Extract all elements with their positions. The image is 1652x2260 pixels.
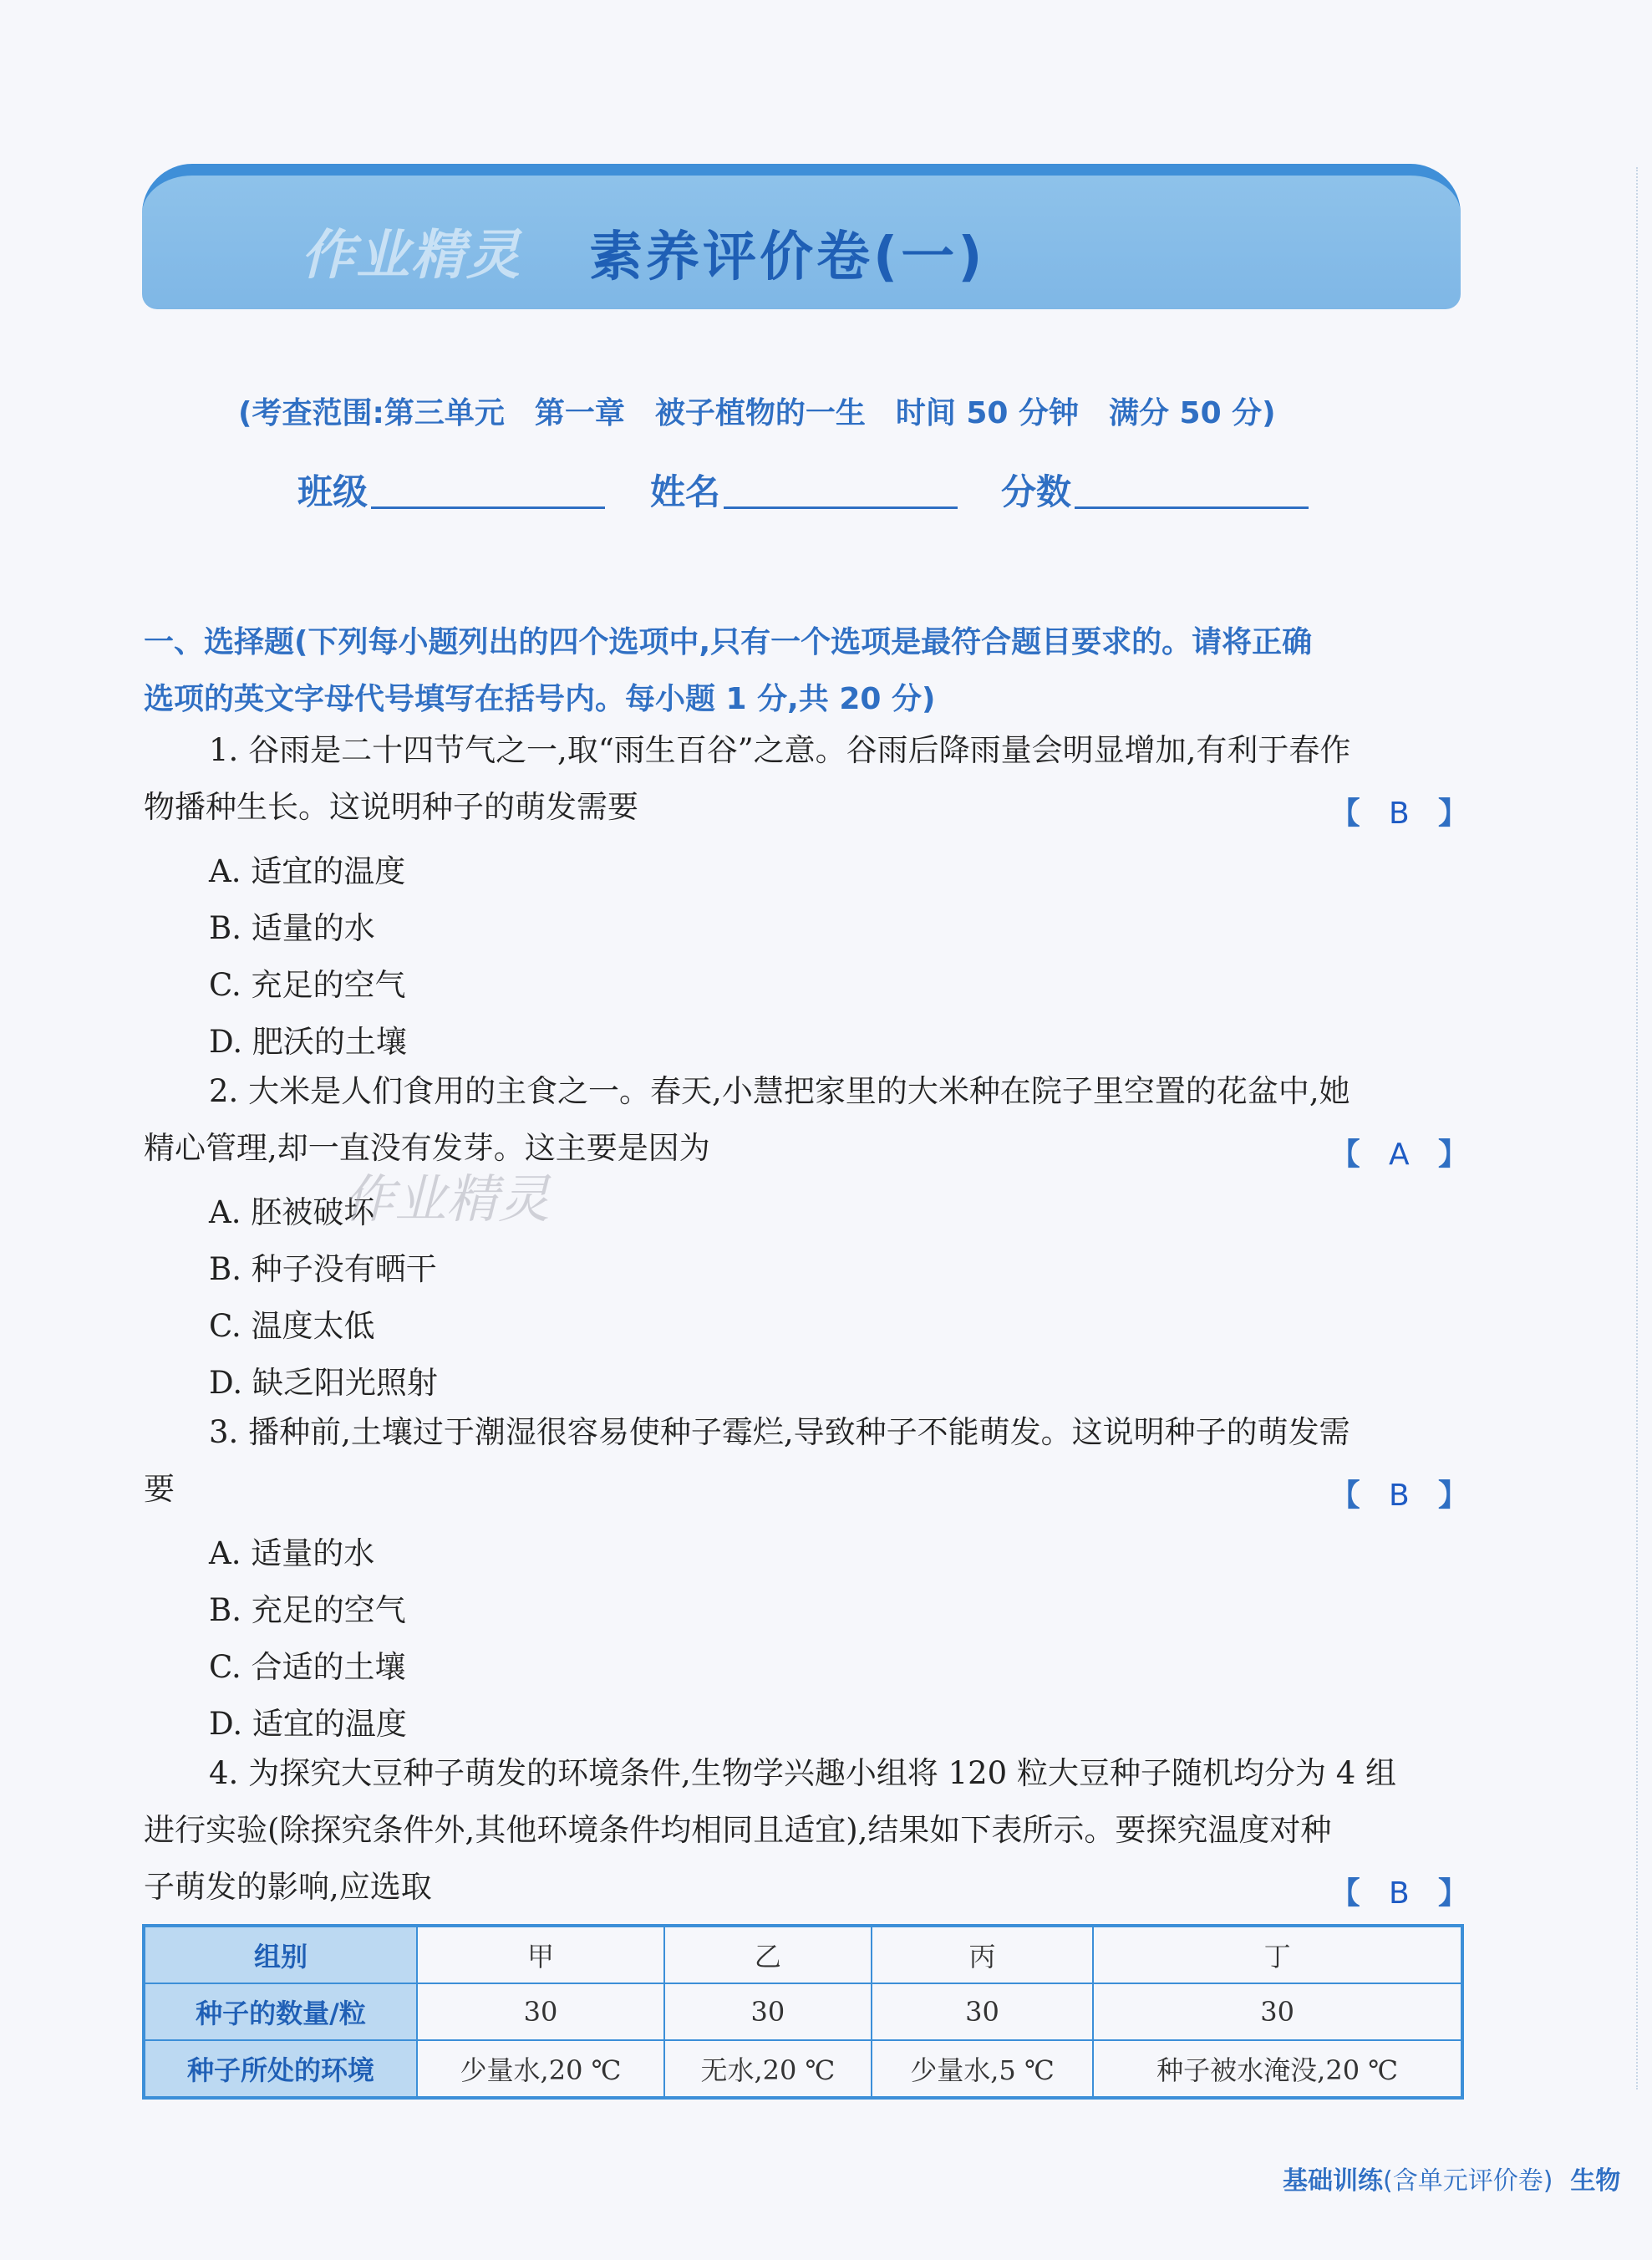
answer-3: B: [1388, 1479, 1410, 1513]
option-3c: C. 合适的土壤: [209, 1649, 406, 1685]
page-watermark: 作业精灵: [343, 1168, 551, 1229]
answer-bracket-3: 【 B 】: [1329, 1479, 1468, 1513]
score-field[interactable]: [1001, 465, 1309, 515]
table-cell: 无水,20 ℃: [664, 2040, 872, 2098]
footer-book-title: 基础训练: [1283, 2166, 1383, 2196]
option-2b: B. 种子没有晒干: [209, 1251, 437, 1287]
answer-bracket-2: 【 A 】: [1329, 1138, 1468, 1172]
answer-4: B: [1388, 1876, 1410, 1911]
table-cell: 少量水,5 ℃: [872, 2040, 1093, 2098]
experiment-table: [142, 1924, 1464, 2100]
page-title: 素养评价卷(一): [589, 227, 986, 288]
question-1: 1. 谷雨是二十四节气之一,取“雨生百谷”之意。谷雨后降雨量会明显增加,有利于春作 物播种生长。这说明种子的萌发需要: [144, 732, 1351, 825]
page-footer: [1283, 2160, 1620, 2196]
name-label: 姓名: [650, 471, 721, 512]
table-cell: 30: [664, 1983, 872, 2040]
table-row: [144, 1926, 1462, 1983]
table-cell: 30: [1093, 1983, 1462, 2040]
class-blank[interactable]: [371, 473, 605, 509]
footer-subtitle: (含单元评价卷): [1383, 2166, 1553, 2196]
option-2c: C. 温度太低: [209, 1308, 375, 1344]
table-cell: 30: [872, 1983, 1093, 2040]
option-1a: A. 适宜的温度: [209, 853, 406, 889]
question-2: 2. 大米是人们食用的主食之一。春天,小慧把家里的大米种在院子里空置的花盆中,她 精心管理,却一直没有发芽。这主要是因为: [144, 1073, 1350, 1166]
table-cell: 甲: [417, 1926, 664, 1983]
option-3a: A. 适量的水: [209, 1535, 375, 1571]
score-blank[interactable]: [1075, 473, 1309, 509]
answer-bracket-1: 【 B 】: [1329, 797, 1468, 831]
table-row-header: 种子所处的环境: [144, 2040, 417, 2098]
answer-1: B: [1388, 797, 1410, 831]
table-row-header: 种子的数量/粒: [144, 1983, 417, 2040]
table-row-header: 组别: [144, 1926, 417, 1983]
table-cell: 乙: [664, 1926, 872, 1983]
table-row: [144, 2040, 1462, 2098]
footer-subject: 生物: [1570, 2166, 1621, 2196]
score-label: 分数: [1001, 471, 1072, 512]
option-1d: D. 肥沃的土壤: [209, 1024, 407, 1060]
table-cell: 少量水,20 ℃: [417, 2040, 664, 2098]
option-3b: B. 充足的空气: [209, 1592, 406, 1628]
question-3: 3. 播种前,土壤过于潮湿很容易使种子霉烂,导致种子不能萌发。这说明种子的萌发需 要: [144, 1414, 1350, 1507]
option-1b: B. 适量的水: [209, 910, 375, 946]
page-edge-divider: [1636, 167, 1639, 2089]
answer-bracket-4: 【 B 】: [1329, 1876, 1468, 1911]
table-cell: 种子被水淹没,20 ℃: [1093, 2040, 1462, 2098]
option-2d: D. 缺乏阳光照射: [209, 1365, 438, 1401]
table-row: [144, 1983, 1462, 2040]
banner-watermark: 作业精灵: [301, 225, 521, 287]
option-2a: A. 胚被破坏: [209, 1194, 375, 1230]
class-label: 班级: [297, 471, 369, 512]
table-cell: 丁: [1093, 1926, 1462, 1983]
table-cell: 30: [417, 1983, 664, 2040]
option-3d: D. 适宜的温度: [209, 1706, 407, 1742]
table-cell: 丙: [872, 1926, 1093, 1983]
section-heading: 一、选择题(下列每小题列出的四个选项中,只有一个选项是最符合题目要求的。请将正确 选项的英文字母代号填写在括号内。每小题 1 分,共 20 分): [144, 625, 1313, 716]
class-field[interactable]: [297, 465, 605, 515]
exam-scope: (考查范围:第三单元 第一章 被子植物的一生 时间 50 分钟 满分 50 分): [238, 396, 1276, 430]
name-field[interactable]: [650, 465, 958, 515]
question-4: 4. 为探究大豆种子萌发的环境条件,生物学兴趣小组将 120 粒大豆种子随机均分为 4 组 进行实验(除探究条件外,其他环境条件均相同且适宜),结果如下表所示。要探究温度对种 子萌发的影响,应选取: [144, 1755, 1397, 1905]
name-blank[interactable]: [724, 473, 958, 509]
answer-2: A: [1389, 1138, 1410, 1172]
title-banner: [142, 164, 1461, 309]
option-1c: C. 充足的空气: [209, 967, 406, 1003]
